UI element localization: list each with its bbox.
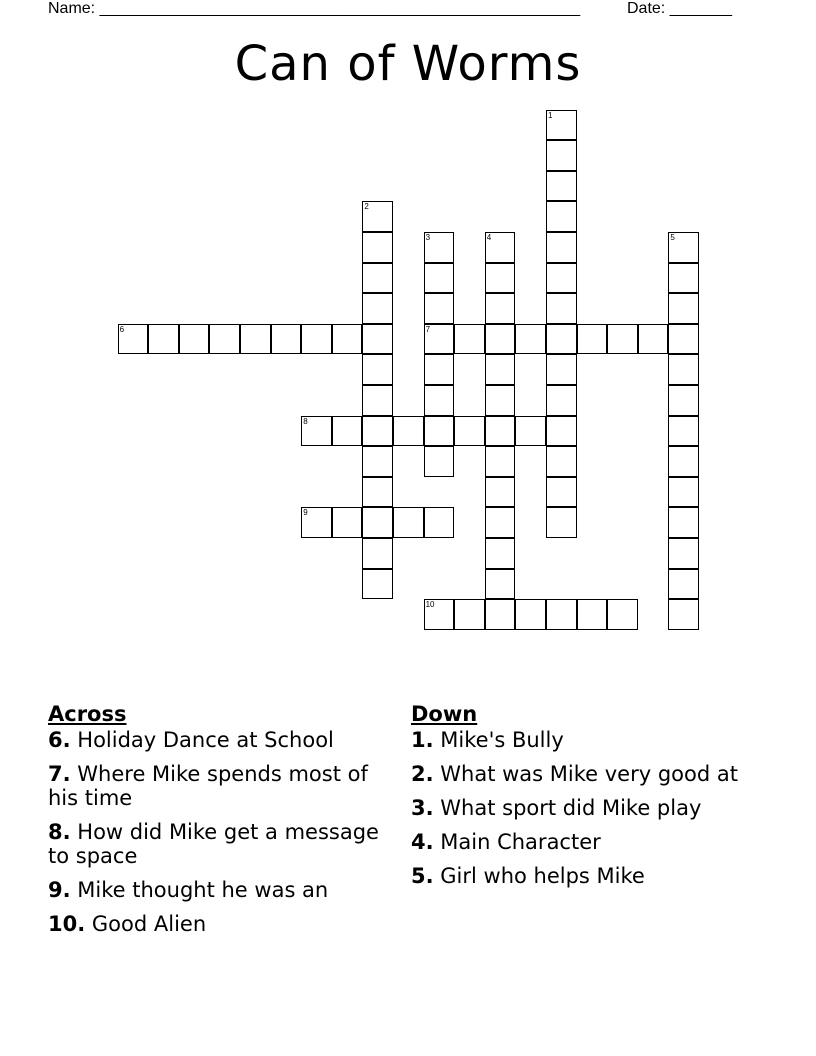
crossword-cell[interactable] <box>362 293 393 324</box>
down-clue <box>411 762 771 786</box>
crossword-cell[interactable] <box>240 324 271 355</box>
crossword-cell[interactable] <box>546 201 577 232</box>
crossword-cell[interactable] <box>118 324 149 355</box>
crossword-cell[interactable] <box>332 324 363 355</box>
crossword-cell[interactable] <box>485 324 516 355</box>
crossword-cell[interactable] <box>668 232 699 263</box>
crossword-cell[interactable] <box>668 354 699 385</box>
crossword-cell[interactable] <box>393 416 424 447</box>
crossword-cell[interactable] <box>546 416 577 447</box>
crossword-cell[interactable] <box>485 599 516 630</box>
crossword-cell[interactable] <box>546 446 577 477</box>
crossword-cell[interactable] <box>362 507 393 538</box>
crossword-cell[interactable] <box>301 507 332 538</box>
crossword-cell[interactable] <box>424 416 455 447</box>
down-clue <box>411 830 771 854</box>
crossword-cell[interactable] <box>148 324 179 355</box>
crossword-cell[interactable] <box>638 324 669 355</box>
crossword-cell[interactable] <box>668 385 699 416</box>
crossword-cell[interactable] <box>362 263 393 294</box>
crossword-cell[interactable] <box>668 477 699 508</box>
crossword-cell[interactable] <box>424 324 455 355</box>
crossword-cell[interactable] <box>179 324 210 355</box>
down-heading: Down <box>411 702 478 726</box>
crossword-cell[interactable] <box>668 446 699 477</box>
cell-number: 5 <box>670 233 675 242</box>
crossword-cell[interactable] <box>546 477 577 508</box>
clue-text: Good Alien <box>91 912 207 936</box>
clue-text: Girl who helps Mike <box>440 864 645 888</box>
across-clue <box>48 912 388 936</box>
clue-number: 7. <box>48 762 71 786</box>
down-clue <box>411 728 771 752</box>
crossword-cell[interactable] <box>454 324 485 355</box>
crossword-cell[interactable] <box>668 324 699 355</box>
crossword-cell[interactable] <box>668 599 699 630</box>
crossword-cell[interactable] <box>485 416 516 447</box>
clue-text: Main Character <box>440 830 601 854</box>
crossword-cell[interactable] <box>393 507 424 538</box>
across-clue <box>48 762 388 810</box>
crossword-cell[interactable] <box>362 477 393 508</box>
crossword-cell[interactable] <box>424 446 455 477</box>
clue-number: 2. <box>411 762 434 786</box>
crossword-cell[interactable] <box>362 324 393 355</box>
crossword-cell[interactable] <box>515 416 546 447</box>
crossword-cell[interactable] <box>485 354 516 385</box>
crossword-cell[interactable] <box>485 538 516 569</box>
clue-number: 4. <box>411 830 434 854</box>
crossword-cell[interactable] <box>546 385 577 416</box>
crossword-cell[interactable] <box>668 293 699 324</box>
crossword-cell[interactable] <box>668 569 699 600</box>
cell-number: 8 <box>303 416 308 426</box>
cell-number: 4 <box>486 233 492 242</box>
crossword-cell[interactable] <box>546 110 577 141</box>
crossword-cell[interactable] <box>546 232 577 263</box>
clue-text: How did Mike get a message to space <box>48 820 379 868</box>
clue-text: What was Mike very good at <box>440 762 738 786</box>
cell-number: 9 <box>303 508 308 518</box>
down-clues <box>411 702 771 898</box>
crossword-cell[interactable] <box>362 538 393 569</box>
crossword-cell[interactable] <box>546 324 577 355</box>
crossword-cell[interactable] <box>546 140 577 171</box>
crossword-cell[interactable] <box>424 599 455 630</box>
crossword-cell[interactable] <box>485 477 516 508</box>
crossword-cell[interactable] <box>515 599 546 630</box>
across-heading: Across <box>48 702 127 726</box>
crossword-cell[interactable] <box>546 507 577 538</box>
crossword-cell[interactable] <box>668 538 699 569</box>
page-title: Can of Worms <box>234 36 582 92</box>
crossword-cell[interactable] <box>515 324 546 355</box>
crossword-cell[interactable] <box>577 324 608 355</box>
crossword-cell[interactable] <box>485 385 516 416</box>
name-field[interactable]: Name: ______________________________________________________ <box>48 0 581 17</box>
crossword-cell[interactable] <box>668 507 699 538</box>
across-clues <box>48 702 388 946</box>
clue-number: 9. <box>48 878 71 902</box>
crossword-cell[interactable] <box>485 293 516 324</box>
crossword-cell[interactable] <box>607 324 638 355</box>
crossword-cell[interactable] <box>271 324 302 355</box>
crossword-cell[interactable] <box>424 263 455 294</box>
crossword-cell[interactable] <box>485 232 516 263</box>
cell-number: 2 <box>364 202 369 212</box>
clue-text: Holiday Dance at School <box>77 728 334 752</box>
clue-text: Where Mike spends most of his time <box>48 762 368 810</box>
clue-text: Mike's Bully <box>440 728 564 752</box>
crossword-cell[interactable] <box>607 599 638 630</box>
clue-number: 3. <box>411 796 434 820</box>
crossword-cell[interactable] <box>424 385 455 416</box>
crossword-cell[interactable] <box>485 446 516 477</box>
crossword-cell[interactable] <box>546 263 577 294</box>
date-field[interactable]: Date: _______ <box>627 0 732 17</box>
crossword-cell[interactable] <box>454 599 485 630</box>
clue-text: What sport did Mike play <box>440 796 702 820</box>
crossword-cell[interactable] <box>485 263 516 294</box>
crossword-cell[interactable] <box>362 354 393 385</box>
down-clue <box>411 796 771 820</box>
crossword-cell[interactable] <box>362 385 393 416</box>
across-clue <box>48 820 388 868</box>
clue-number: 5. <box>411 864 434 888</box>
crossword-cell[interactable] <box>332 416 363 447</box>
cell-number: 10 <box>425 600 435 610</box>
crossword-cell[interactable] <box>485 507 516 538</box>
crossword-cell[interactable] <box>362 201 393 232</box>
crossword-cell[interactable] <box>424 354 455 385</box>
crossword-cell[interactable] <box>362 446 393 477</box>
crossword-cell[interactable] <box>668 416 699 447</box>
clue-number: 6. <box>48 728 71 752</box>
crossword-cell[interactable] <box>424 293 455 324</box>
crossword-cell[interactable] <box>332 507 363 538</box>
crossword-cell[interactable] <box>301 324 332 355</box>
cell-number: 3 <box>425 233 431 242</box>
clue-number: 10. <box>48 912 86 936</box>
cell-number: 6 <box>119 324 125 334</box>
clue-number: 8. <box>48 820 71 844</box>
crossword-cell[interactable] <box>485 569 516 600</box>
crossword-cell[interactable] <box>454 416 485 447</box>
crossword-cell[interactable] <box>546 293 577 324</box>
cell-number: 1 <box>548 110 553 120</box>
crossword-cell[interactable] <box>546 171 577 202</box>
crossword-cell[interactable] <box>424 232 455 263</box>
crossword-cell[interactable] <box>424 507 455 538</box>
clue-number: 1. <box>411 728 434 752</box>
crossword-cell[interactable] <box>301 416 332 447</box>
clue-text: Mike thought he was an <box>77 878 329 902</box>
across-clue <box>48 728 388 752</box>
crossword-cell[interactable] <box>362 232 393 263</box>
crossword-cell[interactable] <box>577 599 608 630</box>
cell-number: 7 <box>425 324 431 334</box>
across-clue <box>48 878 388 902</box>
down-clue <box>411 864 771 888</box>
crossword-cell[interactable] <box>546 599 577 630</box>
crossword-cell[interactable] <box>362 416 393 447</box>
crossword-cell[interactable] <box>546 354 577 385</box>
crossword-cell[interactable] <box>209 324 240 355</box>
crossword-cell[interactable] <box>668 263 699 294</box>
crossword-cell[interactable] <box>362 569 393 600</box>
